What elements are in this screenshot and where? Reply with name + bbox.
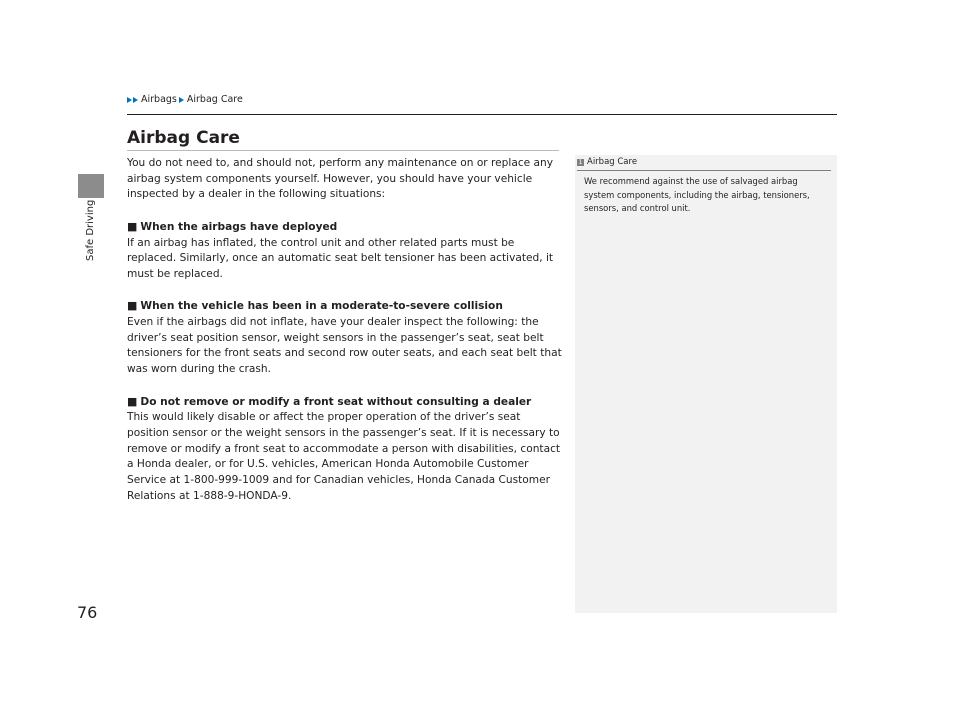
breadcrumb-item-airbags[interactable]: Airbags bbox=[141, 94, 177, 105]
section-heading bbox=[127, 219, 563, 236]
section-heading-text: Do not remove or modify a front seat without consulting a dealer bbox=[140, 395, 532, 408]
section-heading bbox=[127, 298, 563, 315]
section-heading-text: When the vehicle has been in a moderate-to-severe collision bbox=[140, 300, 503, 313]
breadcrumb-item-airbag-care[interactable]: Airbag Care bbox=[186, 94, 243, 105]
page-number: 76 bbox=[77, 603, 98, 622]
main-content bbox=[127, 156, 563, 520]
note-panel bbox=[575, 155, 837, 613]
section-heading bbox=[127, 394, 563, 411]
note-title[interactable]: Airbag Care bbox=[587, 157, 638, 167]
note-body: We recommend against the use of salvaged airbag system components, including the airbag, tensioners, sensors, and control unit. bbox=[584, 176, 810, 213]
title-rule bbox=[127, 150, 559, 151]
square-bullet-icon: ■ bbox=[127, 394, 138, 408]
section-body: This would likely disable or affect the proper operation of the driver’s seat position sensor or the weight sensors in the passenger’s seat. If it is necessary to remove or modify a front seat to accommodate a person with disabilities, contact a Honda dealer, or for U.S. vehicles, American Honda Automobile Customer Service at 1-800-999-1009 and for Canadian vehicles, Honda Canada Customer Relations at 1-888-9-HONDA-9. bbox=[127, 411, 561, 502]
page-title: Airbag Care bbox=[127, 128, 240, 148]
breadcrumb-arrow-icon bbox=[127, 97, 139, 103]
section-label: Safe Driving bbox=[85, 200, 96, 262]
note-rule bbox=[577, 170, 831, 171]
note-header bbox=[575, 157, 837, 167]
intro-paragraph: You do not need to, and should not, perform any maintenance on or replace any airbag system components yourself. However, you should have your vehicle inspected by a dealer in the following situations: bbox=[127, 157, 554, 201]
section-tab bbox=[78, 174, 104, 198]
breadcrumb-arrow-icon bbox=[179, 97, 185, 103]
note-reference-icon: 1 bbox=[578, 158, 583, 166]
section-heading-text: When the airbags have deployed bbox=[140, 220, 338, 233]
breadcrumb bbox=[127, 94, 243, 105]
section-body: If an airbag has inflated, the control unit and other related parts must be replaced. Similarly, once an automatic seat belt tensioner has been activated, it must be replaced. bbox=[127, 236, 554, 280]
square-bullet-icon: ■ bbox=[127, 219, 138, 233]
section-body: Even if the airbags did not inflate, have your dealer inspect the following: the driver’s seat position sensor, weight sensors in the passenger’s seat, seat belt tensioners for the front seats and second row outer seats, and each seat belt that was worn during the crash. bbox=[127, 316, 562, 376]
header-rule bbox=[127, 114, 837, 115]
square-bullet-icon: ■ bbox=[127, 299, 138, 313]
